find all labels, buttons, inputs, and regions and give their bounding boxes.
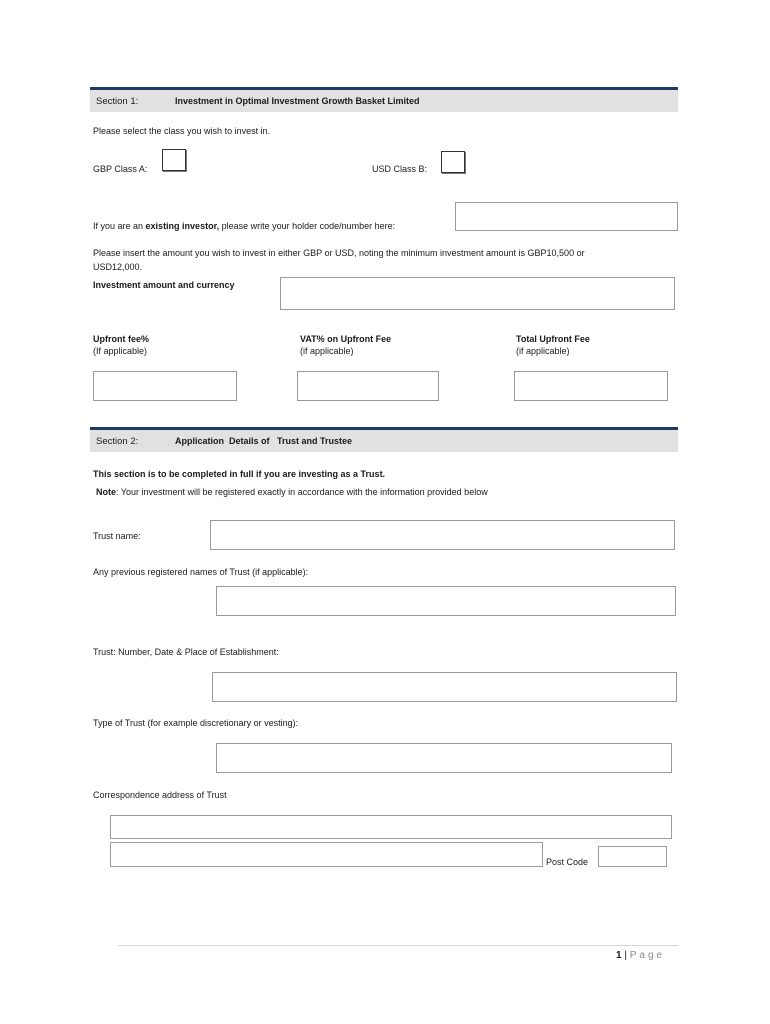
vat-field[interactable]	[297, 371, 439, 401]
investment-amount-label: Investment amount and currency	[93, 280, 235, 290]
establishment-field[interactable]	[212, 672, 677, 702]
trust-name-label: Trust name:	[93, 531, 141, 541]
vat-label: VAT% on Upfront Fee	[300, 334, 392, 344]
address-label: Correspondence address of Trust	[93, 790, 227, 800]
previous-names-label: Any previous registered names of Trust (if applicable):	[93, 567, 309, 577]
amount-instruction-line1: Please insert the amount you wish to invest in either GBP or USD, noting the minimum investment amount is GBP10,500 or	[93, 248, 585, 258]
completion-note: This section is to be completed in full if you are investing as a Trust.	[93, 469, 386, 479]
upfront-fee-label: Upfront fee%	[93, 334, 149, 344]
trust-type-field[interactable]	[216, 743, 672, 773]
establishment-label: Trust: Number, Date & Place of Establishment:	[93, 647, 279, 657]
total-fee-field[interactable]	[514, 371, 668, 401]
section-number: Section 1:	[96, 96, 139, 107]
footer-divider	[118, 945, 678, 946]
trust-name-field[interactable]	[210, 520, 675, 550]
post-code-field[interactable]	[598, 846, 667, 867]
select-class-prompt: Please select the class you wish to invest in.	[93, 126, 271, 136]
upfront-fee-field[interactable]	[93, 371, 237, 401]
trust-type-label: Type of Trust (for example discretionary or vesting):	[93, 718, 299, 728]
address-line-1-field[interactable]	[110, 815, 672, 839]
post-code-label: Post Code	[546, 857, 589, 867]
usd-class-label: USD Class B:	[372, 164, 428, 174]
vat-note: (if applicable)	[300, 346, 354, 356]
gbp-class-checkbox[interactable]	[162, 149, 186, 171]
section-1-header	[90, 87, 678, 112]
gbp-class-label: GBP Class A:	[93, 164, 148, 174]
amount-instruction-line2: USD12,000.	[93, 262, 143, 272]
total-fee-note: (if applicable)	[516, 346, 570, 356]
section-title: Application Details of Trust and Trustee	[175, 436, 353, 446]
section-title: Investment in Optimal Investment Growth Basket Limited	[175, 96, 420, 106]
upfront-fee-note: (If applicable)	[93, 346, 148, 356]
existing-investor-label: If you are an existing investor, please write your holder code/number here:	[93, 221, 396, 231]
section-2-header	[90, 427, 678, 452]
address-line-2-field[interactable]	[110, 842, 543, 867]
usd-class-checkbox[interactable]	[441, 151, 465, 173]
holder-code-field[interactable]	[455, 202, 678, 231]
registration-note: Note: Your investment will be registered exactly in accordance with the information provided below	[96, 487, 488, 497]
investment-amount-field[interactable]	[280, 277, 675, 310]
page-number: 1 | Page	[616, 950, 666, 961]
previous-names-field[interactable]	[216, 586, 676, 616]
total-fee-label: Total Upfront Fee	[516, 334, 590, 344]
section-number: Section 2:	[96, 436, 139, 447]
